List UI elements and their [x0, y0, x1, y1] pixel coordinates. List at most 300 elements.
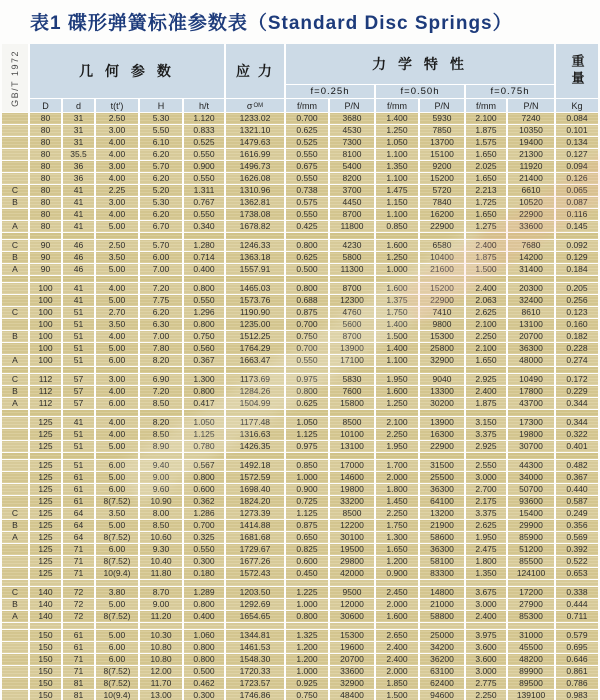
table-cell: 150: [30, 690, 61, 700]
table-cell: 7.80: [140, 343, 182, 354]
table-cell: 7850: [420, 125, 464, 136]
table-cell: 1203.50: [226, 587, 284, 598]
spacer-cell: [2, 580, 28, 586]
table-cell: 1.650: [466, 355, 506, 366]
table-cell: 1235.00: [226, 319, 284, 330]
spacer-cell: [330, 367, 374, 373]
table-cell: 1321.10: [226, 125, 284, 136]
table-cell: 51: [63, 319, 94, 330]
series-letter-cell: [2, 642, 28, 653]
table-cell: 1479.63: [226, 137, 284, 148]
table-header: [2, 44, 598, 112]
spacer-cell: [556, 580, 598, 586]
table-cell: 16200: [420, 209, 464, 220]
table-cell: 1.150: [376, 197, 418, 208]
table-cell: 1572.59: [226, 472, 284, 483]
spacer-cell: [184, 233, 224, 239]
series-letter-cell: [2, 161, 28, 172]
table-cell: 8.70: [140, 587, 182, 598]
series-letter-cell: [2, 125, 28, 136]
table-cell: 1678.82: [226, 221, 284, 232]
table-cell: 1654.65: [226, 611, 284, 622]
table-cell: 1.650: [376, 544, 418, 555]
table-cell: 1173.69: [226, 374, 284, 385]
table-cell: 1.050: [376, 137, 418, 148]
table-cell: 0.700: [286, 343, 328, 354]
table-cell: 1.050: [184, 417, 224, 428]
spacer-cell: [30, 367, 61, 373]
table-cell: 125: [30, 472, 61, 483]
spacer-cell: [376, 276, 418, 282]
column-header: f/mm: [286, 99, 328, 112]
spacer-cell: [286, 276, 328, 282]
table-cell: 1.350: [376, 161, 418, 172]
table-cell: 0.525: [184, 137, 224, 148]
table-cell: 0.653: [556, 568, 598, 579]
table-cell: 0.800: [184, 472, 224, 483]
table-cell: 57: [63, 386, 94, 397]
table-cell: 4530: [330, 125, 374, 136]
table-cell: 3.975: [466, 630, 506, 641]
table-cell: 150: [30, 630, 61, 641]
table-cell: 90: [30, 252, 61, 263]
table-cell: 0.579: [556, 630, 598, 641]
table-cell: 85900: [508, 532, 554, 543]
table-cell: 112: [30, 374, 61, 385]
spacer-cell: [376, 580, 418, 586]
table-cell: 2.625: [466, 520, 506, 531]
table-cell: 4230: [330, 240, 374, 251]
spacer-cell: [286, 367, 328, 373]
table-cell: 1723.57: [226, 678, 284, 689]
table-cell: 0.800: [184, 319, 224, 330]
table-cell: 8.20: [140, 355, 182, 366]
group-spacer-row: [2, 233, 598, 239]
table-row: [2, 295, 598, 306]
table-cell: 9800: [420, 319, 464, 330]
table-cell: 71: [63, 568, 94, 579]
table-cell: 100: [30, 355, 61, 366]
table-cell: 0.129: [556, 252, 598, 263]
table-cell: 2.625: [466, 307, 506, 318]
table-cell: 0.550: [286, 355, 328, 366]
table-cell: 1.250: [376, 125, 418, 136]
table-cell: 1461.53: [226, 642, 284, 653]
table-row: [2, 666, 598, 677]
table-cell: 125: [30, 568, 61, 579]
table-cell: 2.70: [96, 307, 138, 318]
spacer-cell: [466, 623, 506, 629]
table-cell: 11800: [330, 221, 374, 232]
table-cell: 0.340: [184, 221, 224, 232]
spacer-cell: [96, 453, 138, 459]
table-cell: 5.00: [96, 295, 138, 306]
table-row: [2, 556, 598, 567]
spacer-cell: [420, 233, 464, 239]
table-cell: 2.50: [96, 113, 138, 124]
table-cell: 0.444: [556, 599, 598, 610]
spacer-cell: [96, 367, 138, 373]
table-cell: 7680: [508, 240, 554, 251]
table-cell: 6.20: [140, 307, 182, 318]
table-cell: 0.875: [286, 520, 328, 531]
table-cell: 140: [30, 599, 61, 610]
table-cell: 10100: [330, 429, 374, 440]
table-cell: 9.00: [140, 599, 182, 610]
spacer-cell: [184, 367, 224, 373]
table-cell: 6.20: [140, 173, 182, 184]
spacer-cell: [508, 276, 554, 282]
table-cell: 1.875: [466, 125, 506, 136]
table-cell: 0.249: [556, 508, 598, 519]
spacer-cell: [330, 233, 374, 239]
table-cell: 19800: [330, 484, 374, 495]
table-cell: 10400: [420, 252, 464, 263]
table-cell: 0.126: [556, 173, 598, 184]
table-cell: 61: [63, 472, 94, 483]
table-row: [2, 319, 598, 330]
table-cell: 9040: [420, 374, 464, 385]
table-cell: 5.70: [140, 240, 182, 251]
table-cell: 15800: [330, 398, 374, 409]
table-cell: 0.714: [184, 252, 224, 263]
table-cell: 1.600: [376, 283, 418, 294]
table-cell: 20700: [508, 331, 554, 342]
table-cell: 20700: [330, 654, 374, 665]
spacer-cell: [466, 453, 506, 459]
spacer-cell: [96, 276, 138, 282]
table-row: [2, 568, 598, 579]
table-cell: 0.400: [184, 611, 224, 622]
table-cell: 1720.33: [226, 666, 284, 677]
table-cell: 3.000: [466, 599, 506, 610]
table-cell: 41: [63, 185, 94, 196]
spacer-cell: [184, 580, 224, 586]
table-cell: 0.800: [286, 611, 328, 622]
table-cell: 1.000: [286, 599, 328, 610]
table-cell: 0.123: [556, 307, 598, 318]
spacer-cell: [30, 623, 61, 629]
table-cell: 4450: [330, 197, 374, 208]
table-cell: 62400: [420, 678, 464, 689]
spacer-cell: [140, 410, 182, 416]
series-letter-cell: C: [2, 587, 28, 598]
series-letter-cell: [2, 149, 28, 160]
table-cell: 6.30: [140, 319, 182, 330]
table-cell: 7.75: [140, 295, 182, 306]
table-cell: 1573.76: [226, 295, 284, 306]
series-letter-cell: [2, 496, 28, 507]
table-cell: 2.000: [376, 666, 418, 677]
spacer-cell: [226, 233, 284, 239]
table-cell: 0.900: [286, 484, 328, 495]
table-cell: 0.767: [184, 197, 224, 208]
table-cell: 0.450: [286, 568, 328, 579]
table-cell: 5720: [420, 185, 464, 196]
table-cell: 10.40: [140, 556, 182, 567]
column-header: P/N: [420, 99, 464, 112]
table-row: [2, 630, 598, 641]
table-cell: 1512.25: [226, 331, 284, 342]
table-cell: 8.50: [140, 520, 182, 531]
table-cell: 41: [63, 295, 94, 306]
table-cell: 5.30: [140, 197, 182, 208]
spacer-cell: [184, 410, 224, 416]
spacer-cell: [376, 367, 418, 373]
table-cell: 1496.73: [226, 161, 284, 172]
table-cell: 1.200: [376, 556, 418, 567]
table-cell: 31: [63, 113, 94, 124]
table-cell: 1284.26: [226, 386, 284, 397]
table-row: [2, 240, 598, 251]
table-cell: 0.900: [376, 568, 418, 579]
table-cell: 4.00: [96, 429, 138, 440]
table-cell: 0.800: [184, 599, 224, 610]
group-spacer-row: [2, 276, 598, 282]
table-cell: 3.00: [96, 374, 138, 385]
header-stress-group: 应 力: [226, 44, 284, 98]
spacer-cell: [2, 453, 28, 459]
series-letter-cell: [2, 429, 28, 440]
table-row: [2, 520, 598, 531]
standard-label-cell: [2, 44, 28, 112]
table-cell: 4.00: [96, 417, 138, 428]
series-letter-cell: B: [2, 197, 28, 208]
table-row: [2, 209, 598, 220]
table-cell: 3.80: [96, 587, 138, 598]
table-cell: 2.000: [376, 599, 418, 610]
table-cell: 51: [63, 429, 94, 440]
table-cell: 13900: [330, 343, 374, 354]
table-cell: 1764.29: [226, 343, 284, 354]
table-cell: 1.100: [376, 173, 418, 184]
table-cell: 64: [63, 508, 94, 519]
table-cell: 71: [63, 556, 94, 567]
spacer-cell: [140, 233, 182, 239]
table-cell: 0.127: [556, 149, 598, 160]
table-cell: 2.400: [376, 642, 418, 653]
table-cell: 0.182: [556, 331, 598, 342]
group-spacer-row: [2, 453, 598, 459]
table-cell: 1738.08: [226, 209, 284, 220]
table-cell: 32900: [420, 355, 464, 366]
table-cell: 90: [30, 264, 61, 275]
series-letter-cell: B: [2, 386, 28, 397]
table-cell: 80: [30, 161, 61, 172]
column-header: f/mm: [376, 99, 418, 112]
table-cell: 0.711: [556, 611, 598, 622]
spacer-cell: [376, 623, 418, 629]
table-cell: 31: [63, 137, 94, 148]
table-cell: 22900: [420, 441, 464, 452]
table-cell: 10.90: [140, 496, 182, 507]
table-cell: 4760: [330, 307, 374, 318]
table-cell: 5.00: [96, 630, 138, 641]
table-cell: 150: [30, 678, 61, 689]
table-cell: 48000: [508, 355, 554, 366]
table-cell: 0.800: [286, 386, 328, 397]
table-cell: 15300: [420, 331, 464, 342]
table-cell: 1.725: [466, 197, 506, 208]
spacer-cell: [420, 580, 464, 586]
table-cell: 34200: [420, 642, 464, 653]
table-cell: 8(7.52): [96, 496, 138, 507]
table-cell: 2.700: [466, 484, 506, 495]
spacer-cell: [466, 233, 506, 239]
spacer-cell: [420, 410, 464, 416]
table-cell: 22900: [420, 221, 464, 232]
table-cell: 15300: [330, 630, 374, 641]
table-cell: 51: [63, 331, 94, 342]
table-row: [2, 125, 598, 136]
table-cell: 1316.63: [226, 429, 284, 440]
table-cell: 80: [30, 197, 61, 208]
table-cell: 112: [30, 398, 61, 409]
table-cell: 5.00: [96, 472, 138, 483]
table-cell: 57: [63, 398, 94, 409]
table-cell: 10.30: [140, 630, 182, 641]
group-spacer-row: [2, 410, 598, 416]
table-cell: 0.861: [556, 666, 598, 677]
table-cell: 6.00: [96, 460, 138, 471]
table-cell: 2.925: [466, 441, 506, 452]
series-letter-cell: A: [2, 355, 28, 366]
table-cell: 80: [30, 209, 61, 220]
table-cell: 15100: [420, 149, 464, 160]
table-cell: 1426.35: [226, 441, 284, 452]
spacer-cell: [63, 580, 94, 586]
table-cell: 2.100: [466, 319, 506, 330]
table-cell: 4.00: [96, 283, 138, 294]
table-cell: 0.675: [286, 161, 328, 172]
table-cell: 17800: [508, 386, 554, 397]
table-cell: 0.462: [184, 678, 224, 689]
table-cell: 125: [30, 441, 61, 452]
table-row: [2, 611, 598, 622]
table-cell: 1362.81: [226, 197, 284, 208]
table-cell: 0.134: [556, 137, 598, 148]
table-cell: 0.440: [556, 484, 598, 495]
table-cell: 0.569: [556, 532, 598, 543]
table-cell: 2.475: [466, 544, 506, 555]
table-cell: 50700: [508, 484, 554, 495]
table-cell: 5.00: [96, 221, 138, 232]
table-cell: 64: [63, 520, 94, 531]
table-cell: 44300: [508, 460, 554, 471]
series-letter-cell: A: [2, 264, 28, 275]
table-cell: 10(9.4): [96, 690, 138, 700]
table-cell: 1616.99: [226, 149, 284, 160]
series-letter-cell: [2, 173, 28, 184]
table-cell: 89500: [508, 678, 554, 689]
spacer-cell: [420, 367, 464, 373]
spacer-cell: [30, 233, 61, 239]
table-cell: 0.367: [556, 472, 598, 483]
table-cell: 0.356: [556, 520, 598, 531]
spacer-cell: [2, 276, 28, 282]
table-cell: 0.750: [286, 690, 328, 700]
table-cell: 22900: [508, 209, 554, 220]
table-cell: 1.200: [286, 642, 328, 653]
table-cell: 4.00: [96, 209, 138, 220]
table-cell: 2.250: [376, 508, 418, 519]
table-cell: 125: [30, 508, 61, 519]
table-cell: 36: [63, 161, 94, 172]
table-cell: 85500: [508, 556, 554, 567]
table-cell: 1.600: [376, 240, 418, 251]
spacer-cell: [556, 367, 598, 373]
table-cell: 1.475: [376, 185, 418, 196]
table-cell: 125: [30, 460, 61, 471]
table-cell: 3.150: [466, 417, 506, 428]
spacer-cell: [330, 410, 374, 416]
series-letter-cell: [2, 343, 28, 354]
spacer-cell: [466, 276, 506, 282]
table-cell: 1.575: [466, 137, 506, 148]
table-cell: 29900: [508, 520, 554, 531]
spacer-cell: [466, 367, 506, 373]
table-cell: 0.800: [184, 642, 224, 653]
table-cell: 0.850: [286, 460, 328, 471]
table-cell: 89900: [508, 666, 554, 677]
table-cell: 1.650: [466, 173, 506, 184]
table-cell: 8500: [330, 417, 374, 428]
table-cell: 1246.33: [226, 240, 284, 251]
spacer-cell: [330, 580, 374, 586]
table-cell: 7240: [508, 113, 554, 124]
table-cell: 0.875: [286, 307, 328, 318]
table-cell: 2.775: [466, 678, 506, 689]
series-letter-cell: C: [2, 374, 28, 385]
table-cell: 5800: [330, 252, 374, 263]
table-cell: 31500: [420, 460, 464, 471]
table-cell: 3.50: [96, 319, 138, 330]
table-cell: 13100: [330, 441, 374, 452]
table-cell: 0.274: [556, 355, 598, 366]
table-cell: 15200: [420, 283, 464, 294]
table-cell: 0.750: [184, 331, 224, 342]
table-cell: 6.00: [96, 544, 138, 555]
table-cell: 19600: [330, 642, 374, 653]
table-row: [2, 374, 598, 385]
table-cell: 0.575: [286, 197, 328, 208]
table-cell: 6.10: [140, 137, 182, 148]
group-spacer-row: [2, 367, 598, 373]
table-cell: 1.200: [286, 654, 328, 665]
series-letter-cell: C: [2, 185, 28, 196]
table-cell: 1746.86: [226, 690, 284, 700]
table-cell: 1190.90: [226, 307, 284, 318]
table-cell: 0.482: [556, 460, 598, 471]
table-cell: 34000: [508, 472, 554, 483]
table-cell: 6.00: [96, 484, 138, 495]
table-cell: 1.400: [376, 113, 418, 124]
table-cell: 6.00: [96, 642, 138, 653]
table-row: [2, 221, 598, 232]
table-cell: 1548.30: [226, 654, 284, 665]
table-cell: 32400: [508, 295, 554, 306]
table-cell: 1.350: [466, 568, 506, 579]
table-cell: 12200: [330, 520, 374, 531]
table-cell: 8610: [508, 307, 554, 318]
table-cell: 0.833: [184, 125, 224, 136]
table-cell: 0.550: [286, 149, 328, 160]
spacer-cell: [30, 410, 61, 416]
table-cell: 0.925: [286, 678, 328, 689]
spacer-cell: [556, 623, 598, 629]
table-row: [2, 496, 598, 507]
spacer-cell: [63, 410, 94, 416]
